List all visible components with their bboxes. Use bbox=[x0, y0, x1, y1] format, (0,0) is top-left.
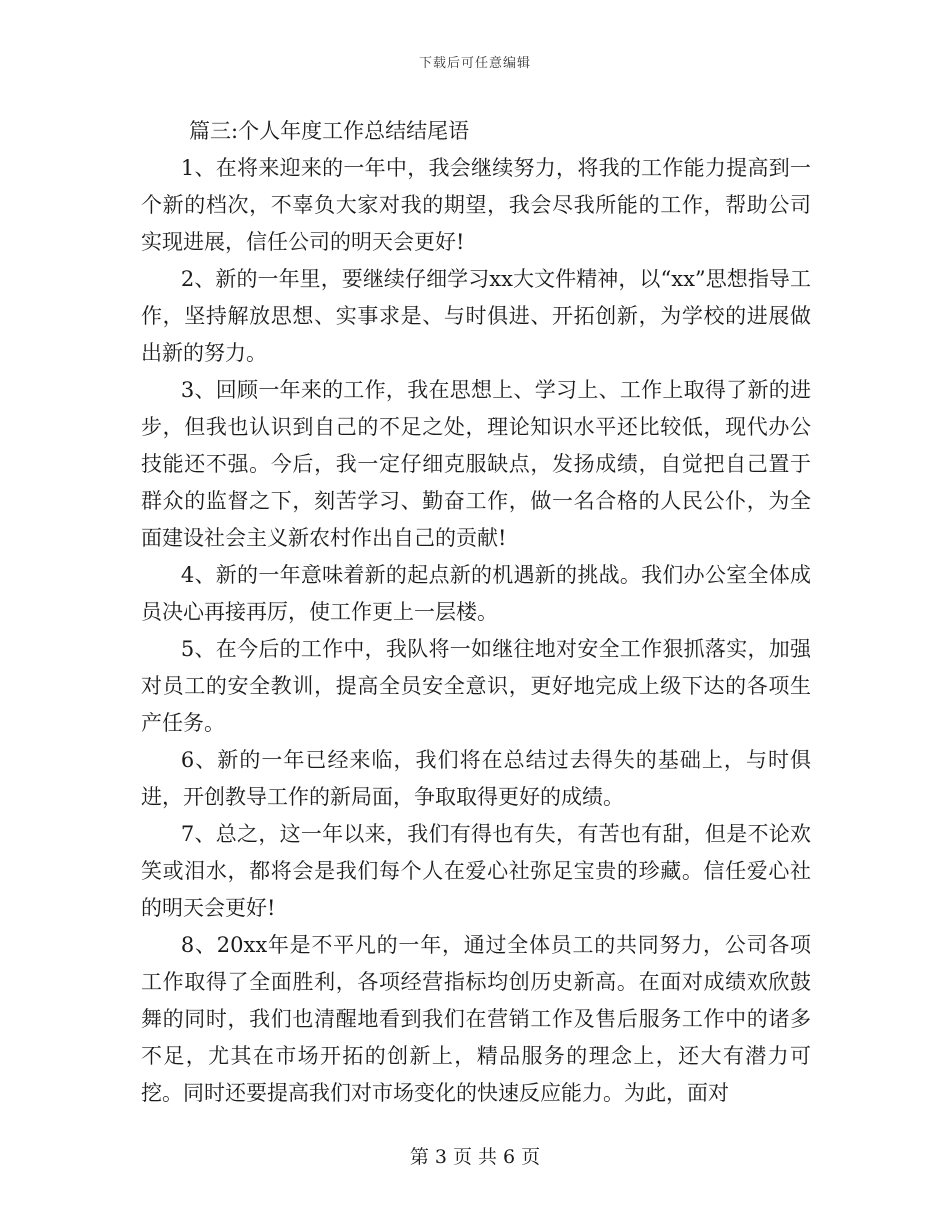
page-header: 下载后可任意编辑 bbox=[418, 56, 531, 71]
paragraph-7: 7、总之，这一年以来，我们有得也有失，有苦也有甜，但是不论欢笑或泪水，都将会是我们每个人在爱心社弥足宝贵的珍藏。信任爱心社的明天会更好! bbox=[141, 822, 811, 920]
paragraph-6: 6、新的一年已经来临，我们将在总结过去得失的基础上，与时俱进，开创教导工作的新局面，争取取得更好的成绩。 bbox=[141, 748, 811, 809]
paragraph-8: 8、20xx年是不平凡的一年，通过全体员工的共同努力，公司各项工作取得了全面胜利，各项经营指标均创历史新高。在面对成绩欢欣鼓舞的同时，我们也清醒地看到我们在营销工作及售后服务工作中的诸多不足，尤其在市场开拓的创新上，精品服务的理念上，还大有潜力可挖。同时还要提高我们对市场变化的快速反应能力。为此，面对 bbox=[141, 933, 811, 1105]
document-body bbox=[141, 112, 811, 1112]
section-title: 篇三:个人年度工作总结结尾语 bbox=[189, 119, 470, 143]
paragraph-3: 3、回顾一年来的工作，我在思想上、学习上、工作上取得了新的进步，但我也认识到自己的不足之处，理论知识水平还比较低，现代办公技能还不强。今后，我一定仔细克服缺点，发扬成绩，自觉把自己置于群众的监督之下，刻苦学习、勤奋工作，做一名合格的人民公仆，为全面建设社会主义新农村作出自己的贡献! bbox=[141, 378, 811, 550]
paragraph-5: 5、在今后的工作中，我队将一如继往地对安全工作狠抓落实，加强对员工的安全教训，提高全员安全意识，更好地完成上级下达的各项生产任务。 bbox=[141, 637, 811, 735]
paragraph-1: 1、在将来迎来的一年中，我会继续努力，将我的工作能力提高到一个新的档次，不辜负大家对我的期望，我会尽我所能的工作，帮助公司实现进展，信任公司的明天会更好! bbox=[141, 156, 811, 254]
page-number: 第 3 页 共 6 页 bbox=[409, 1146, 541, 1168]
paragraph-2: 2、新的一年里，要继续仔细学习xx大文件精神，以“xx”思想指导工作，坚持解放思想、实事求是、与时俱进、开拓创新，为学校的进展做出新的努力。 bbox=[141, 267, 812, 365]
paragraph-4: 4、新的一年意味着新的起点新的机遇新的挑战。我们办公室全体成员决心再接再厉，使工作更上一层楼。 bbox=[141, 563, 811, 624]
